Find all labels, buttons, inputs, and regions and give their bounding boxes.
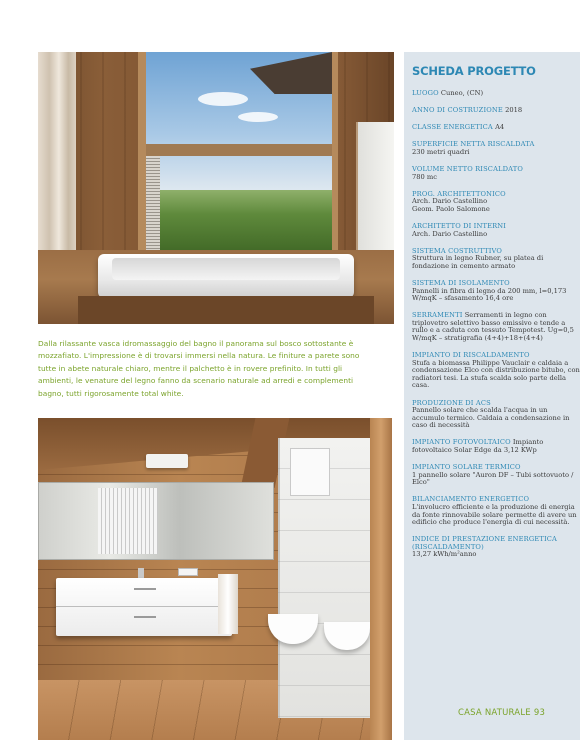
project-sheet-sidebar	[404, 52, 580, 740]
entry-value: Stufa a biomassa Philippe Vauclair e caldaia a condensazione Elco con distribuzione bitubo, con radiatori tesi. La stufa scalda solo parte della casa.	[412, 358, 580, 390]
entry-sistema-costruttivo	[412, 248, 580, 271]
bathroom-vanity-photo	[38, 418, 392, 740]
entry-value: 13,27 kWh/m²anno	[412, 550, 477, 559]
entry-anno	[412, 107, 580, 115]
entry-value: Arch. Dario Castellino	[412, 229, 488, 238]
entry-superficie	[412, 141, 580, 156]
entry-value: A4	[495, 123, 505, 132]
entry-acs	[412, 400, 580, 430]
sidebar-title: SCHEDA PROGETTO	[412, 64, 536, 78]
entry-label: IMPIANTO SOLARE TERMICO	[412, 463, 521, 472]
entry-label: ANNO DI COSTRUZIONE	[412, 106, 503, 115]
entry-value: 230 metri quadri	[412, 147, 470, 156]
entry-fotovoltaico	[412, 439, 580, 454]
entry-value: Pannelli in fibra di legno da 200 mm, l=0,173 W/mqK – sfasamento 16,4 ore	[412, 286, 567, 303]
entry-value: Arch. Dario Castellino Geom. Paolo Salomone	[412, 197, 490, 213]
entry-interni	[412, 223, 580, 238]
entry-label: IMPIANTO FOTOVOLTAICO	[412, 438, 511, 447]
entry-label: SISTEMA COSTRUTTIVO	[412, 246, 502, 255]
entry-label: CLASSE ENERGETICA	[412, 123, 493, 132]
entry-label: LUOGO	[412, 89, 439, 97]
entry-value: L'involucro efficiente e la produzione di energia da fonte rinnovabile solare permette di avere un edificio che produce l'energia di cui necessità.	[412, 502, 577, 527]
magazine-name: CASA NATURALE	[458, 708, 531, 718]
entry-volume	[412, 166, 580, 181]
entry-value: Pannello solare che scalda l'acqua in un accumulo termico. Caldaia a condensazione in caso di necessità	[412, 406, 570, 430]
entry-value: Cuneo, (CN)	[440, 89, 484, 97]
entry-label: IMPIANTO DI RISCALDAMENTO	[412, 351, 530, 360]
entry-value: Serramenti in legno con triplovetro selettivo basso emissivo e tende a rullo e a caduta con tessuto Tempotest. Ug=0,5 W/mqK – stratigrafia (4+4)+18+(4+4)	[412, 311, 574, 342]
entry-label: BILANCIAMENTO ENERGETICO	[412, 495, 530, 504]
entry-indice	[412, 536, 580, 559]
entry-label: SISTEMA DI ISOLAMENTO	[412, 278, 510, 287]
entry-luogo	[412, 90, 580, 98]
entry-label: INDICE DI PRESTAZIONE ENERGETICA (RISCALDAMENTO)	[412, 535, 558, 551]
entry-serramenti	[412, 312, 580, 342]
entry-bilanciamento	[412, 496, 580, 526]
entry-label: PROG. ARCHITETTONICO	[412, 189, 506, 198]
entry-value: 780 mc	[412, 172, 437, 181]
bathtub-photo	[38, 52, 394, 324]
entry-value: Impianto fotovoltaico Solar Edge da 3,12 KWp	[412, 438, 544, 454]
entry-label: SUPERFICIE NETTA RISCALDATA	[412, 140, 535, 149]
entry-riscaldamento	[412, 352, 580, 390]
entry-value: Struttura in legno Rubner, su platea di fondazione in cemento armato	[412, 254, 544, 270]
photo-caption: Dalla rilassante vasca idromassaggio del bagno il panorama sul bosco sottostante è mozzafiato. L'impressione è di trovarsi immersi nella natura. Le finiture a parete sono tutte in abete naturale chiaro, mentre il palchetto è in rovere prefinito. In tutti gli ambienti, le venature del legno fanno da scenario naturale ad arredi e complementi bagno, tutti rigorosamente total white.	[38, 339, 360, 398]
entry-value: 1 pannello solare "Auron DF – Tubi sottovuoto / Elco"	[412, 470, 574, 487]
entry-classe	[412, 124, 580, 132]
entry-label: PRODUZIONE DI ACS	[412, 398, 491, 407]
entry-label: SERRAMENTI	[412, 311, 463, 320]
entry-isolamento	[412, 280, 580, 303]
entry-value: 2018	[505, 106, 523, 115]
entry-prog	[412, 191, 580, 214]
entry-label: ARCHITETTO DI INTERNI	[412, 221, 507, 230]
entry-solare-termico	[412, 464, 580, 487]
entry-label: VOLUME NETTO RISCALDATO	[412, 164, 524, 173]
page-number: 93	[533, 708, 546, 718]
page-footer	[458, 708, 545, 718]
